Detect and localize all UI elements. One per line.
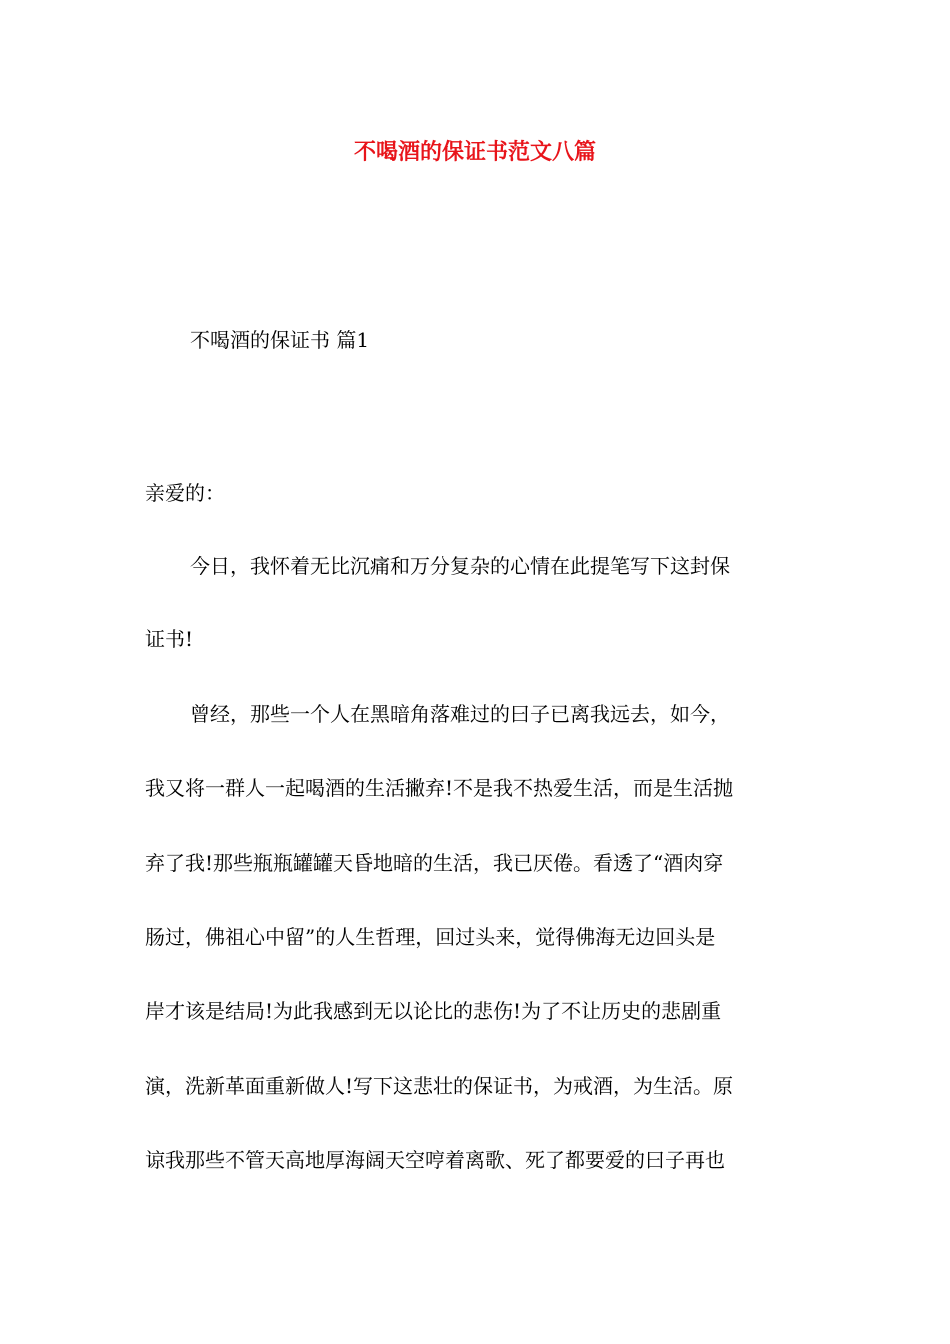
- body-line: 演，洗新革面重新做人!写下这悲壮的保证书，为戒酒，为生活。原: [145, 1074, 734, 1098]
- body-line: 弃了我!那些瓶瓶罐罐天昏地暗的生活，我已厌倦。看透了“酒肉穿: [145, 851, 724, 875]
- section-heading: 不喝酒的保证书 篇1: [190, 328, 370, 352]
- salutation: 亲爱的：: [145, 481, 225, 505]
- body-line: 今日，我怀着无比沉痛和万分复杂的心情在此提笔写下这封保: [190, 554, 730, 578]
- body-line: 谅我那些不管天高地厚海阔天空哼着离歌、死了都要爱的曰子再也: [145, 1148, 725, 1172]
- body-line: 证书!: [145, 627, 194, 651]
- body-line: 肠过，佛祖心中留”的人生哲理，回过头来，觉得佛海无边回头是: [145, 925, 716, 949]
- body-line: 曾经，那些一个人在黑暗角落难过的曰子已离我远去，如今，: [190, 702, 730, 726]
- document-title: 不喝酒的保证书范文八篇: [353, 139, 596, 165]
- body-line: 岸才该是结局!为此我感到无以论比的悲伤!为了不让历史的悲剧重: [145, 999, 722, 1023]
- body-line: 我又将一群人一起喝酒的生活撇弃!不是我不热爱生活，而是生活抛: [145, 776, 734, 800]
